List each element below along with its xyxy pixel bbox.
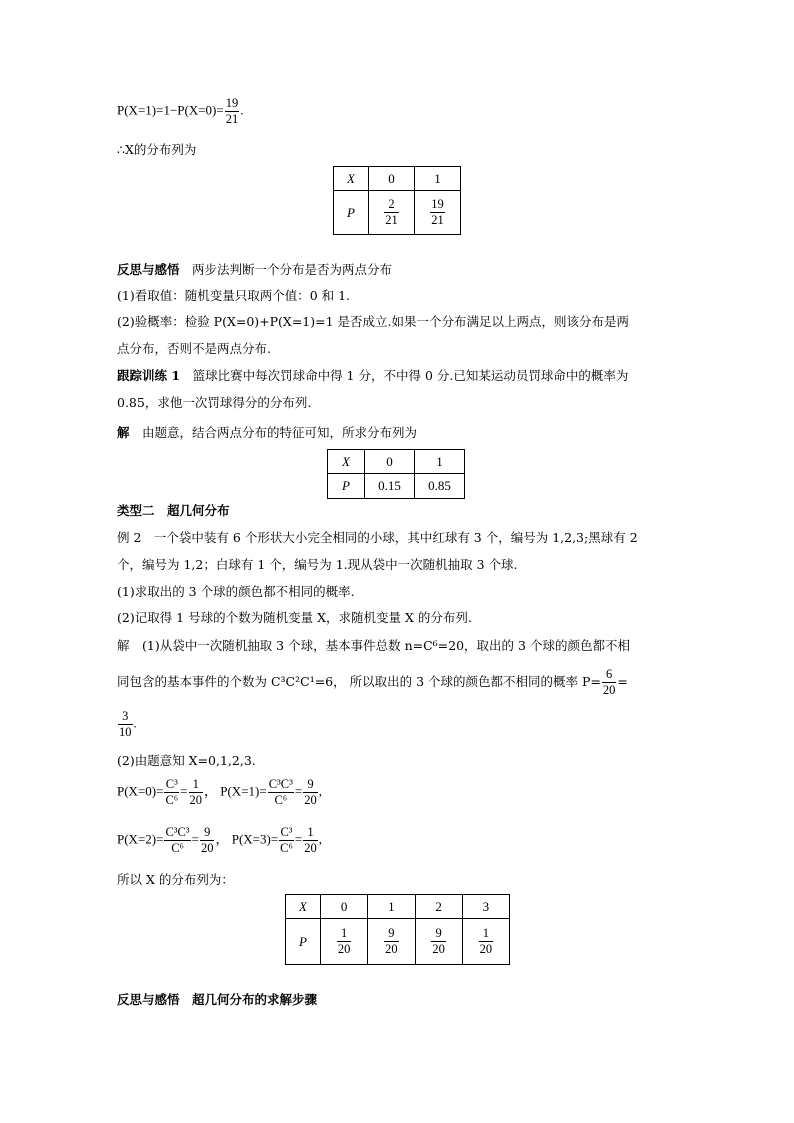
solution-2-line-1: 解 (1)从袋中一次随机抽取 3 个球，基本事件总数 n=C⁶=20，取出的 3 个球的颜色都不相: [117, 638, 630, 653]
distribution-table-2: [327, 449, 465, 499]
solution-1: [117, 424, 417, 442]
denominator: 20: [385, 942, 398, 956]
numerator: 9: [204, 825, 211, 839]
table-cell: 0: [321, 895, 368, 919]
reflection-label: 反思与感悟: [117, 262, 180, 277]
fraction: [303, 825, 318, 856]
table-header-p: P: [334, 191, 369, 235]
tracking-exercise-1-cont: 0.85，求他一次罚球得分的分布列.: [117, 395, 312, 410]
numerator: 3: [122, 709, 129, 723]
numerator: 9: [307, 777, 314, 791]
solution-2-line-2: [117, 667, 628, 698]
table-cell: [368, 919, 415, 965]
table-cell: [415, 919, 462, 965]
fraction: [164, 777, 179, 808]
table-cell: 0.85: [415, 474, 465, 499]
fraction: [164, 825, 190, 856]
numerator: 19: [431, 197, 444, 211]
denominator: 10: [119, 725, 132, 739]
denominator: 21: [431, 213, 444, 227]
denominator: C⁶: [164, 840, 190, 856]
section-heading-type-2: [117, 502, 230, 520]
denominator: 20: [479, 942, 493, 956]
question-2: (2)记取得 1 号球的个数为随机变量 X，求随机变量 X 的分布列.: [117, 610, 472, 625]
fraction: [303, 777, 318, 808]
numerator: C³C³: [268, 777, 293, 791]
denominator: 20: [337, 942, 351, 956]
example-2-line-2: 个，编号为 1,2；白球有 1 个，编号为 1.现从袋中一次随机抽取 3 个球.: [117, 557, 518, 572]
numerator: C³C³: [165, 825, 190, 839]
equation-row-2: P(X=2)= $\frac{\text{C³C³}}{\text{C⁶}}$ = $\frac{9}{20}$ ， P(X=3)= $\frac{\text{C³}}{\text{C⁶}}$ = $\frac{1}{20}$ ,: [117, 825, 322, 855]
distribution-intro-2: 所以 X 的分布列为：: [117, 872, 234, 887]
eq-mid: ， P(X=1)=: [204, 783, 267, 799]
numerator: 1: [482, 926, 489, 940]
step-x-values: (2)由题意知 X=0,1,2,3.: [117, 753, 256, 768]
table-cell: [415, 191, 461, 235]
section-title: 超几何分布: [167, 503, 230, 518]
denominator: 20: [432, 942, 445, 956]
table-header-x: X: [328, 450, 365, 474]
step-2-line-2: 点分布，否则不是两点分布.: [117, 341, 271, 356]
numerator: 9: [435, 926, 442, 940]
table-header-x: X: [334, 167, 369, 191]
solution-text: 同包含的基本事件的个数为 C³C²C¹=6， 所以取出的 3 个球的颜色都不相同的概率 P=: [117, 674, 601, 689]
eq-lhs: P(X=0)=: [117, 783, 164, 799]
period: .: [133, 715, 137, 731]
denominator: C⁶: [268, 792, 294, 808]
reflection-text: 两步法判断一个分布是否为两点分布: [192, 262, 393, 277]
numerator: 1: [307, 825, 314, 839]
fraction: [268, 777, 294, 808]
fraction: [279, 825, 294, 856]
numerator: 1: [192, 777, 199, 791]
table-header-p: P: [328, 474, 365, 499]
numerator: C³: [280, 825, 293, 839]
period: .: [240, 102, 244, 118]
eq-mid: ， P(X=3)=: [215, 831, 279, 847]
table-cell: 1: [415, 450, 465, 474]
equation-row-1: P(X=0)= $\frac{\text{C³}}{\text{C⁶}}$ = $\frac{1}{20}$ ， P(X=1)= $\frac{\text{C³C³}}{\text{C⁶}}$ = $\frac{9}{20}$ ,: [117, 777, 322, 807]
denominator: 20: [304, 793, 317, 807]
table-cell: [462, 919, 509, 965]
fraction: [189, 777, 204, 808]
table-cell: 3: [462, 895, 509, 919]
table-cell: 2: [415, 895, 462, 919]
numerator: 9: [388, 926, 395, 940]
table-cell: [321, 919, 368, 965]
distribution-table-1: [333, 166, 461, 235]
numerator: 19: [225, 96, 239, 110]
eq-lhs: P(X=2)=: [117, 831, 164, 847]
section-label: 类型二: [117, 503, 155, 518]
comma: ,: [318, 783, 322, 799]
denominator: 21: [225, 112, 239, 126]
reflection-text: 超几何分布的求解步骤: [192, 992, 318, 1007]
solution-text: 由题意，结合两点分布的特征可知，所求分布列为: [142, 425, 418, 440]
denominator: C⁶: [280, 841, 293, 855]
numerator: 2: [388, 197, 395, 211]
numerator: 1: [341, 926, 348, 940]
denominator: 20: [602, 683, 616, 697]
fraction: [602, 667, 617, 698]
example-2-line-1: 例 2 一个袋中装有 6 个形状大小完全相同的小球，其中红球有 3 个，编号为 1,2,3;黑球有 2: [117, 530, 638, 545]
equation-lhs: P(X=1)=1−P(X=0)=: [117, 102, 224, 118]
solution-label: 解: [117, 425, 130, 440]
table-cell: [369, 191, 415, 235]
fraction: [225, 96, 240, 127]
reflection-heading-2: [117, 991, 317, 1009]
table-cell: 0: [365, 450, 415, 474]
distribution-table-3: [285, 894, 510, 965]
denominator: 20: [189, 793, 202, 807]
step-2-line-1: (2)验概率：检验 P(X=0)+P(X=1)=1 是否成立.如果一个分布满足以上两点，则该分布是两: [117, 314, 630, 329]
table-cell: 1: [368, 895, 415, 919]
table-cell: 0.15: [365, 474, 415, 499]
exercise-label: 跟踪训练 1: [117, 368, 181, 383]
table-header-x: X: [286, 895, 321, 919]
fraction: [200, 825, 215, 856]
table-cell: 1: [415, 167, 461, 191]
denominator: 21: [385, 213, 398, 227]
tracking-exercise-1: [117, 367, 628, 385]
fraction: [118, 709, 133, 740]
distribution-intro: ∴X的分布列为: [117, 142, 197, 157]
reflection-label: 反思与感悟: [117, 992, 180, 1007]
denominator: C⁶: [165, 793, 179, 807]
reflection-heading-1: [117, 261, 392, 279]
equals-sign: =: [617, 674, 628, 689]
exercise-text: 篮球比赛中每次罚球命中得 1 分，不中得 0 分.已知某运动员罚球命中的概率为: [192, 368, 629, 383]
solution-2-line-3: [117, 709, 137, 740]
numerator: 6: [605, 667, 613, 681]
numerator: C³: [165, 777, 178, 791]
denominator: 20: [200, 841, 214, 855]
denominator: 20: [304, 841, 317, 855]
table-header-p: P: [286, 919, 321, 965]
comma: ,: [318, 831, 322, 847]
question-1: (1)求取出的 3 个球的颜色都不相同的概率.: [117, 584, 355, 599]
step-1: (1)看取值：随机变量只取两个值：0 和 1.: [117, 288, 351, 303]
equation-p-x1: [117, 96, 243, 127]
table-cell: 0: [369, 167, 415, 191]
